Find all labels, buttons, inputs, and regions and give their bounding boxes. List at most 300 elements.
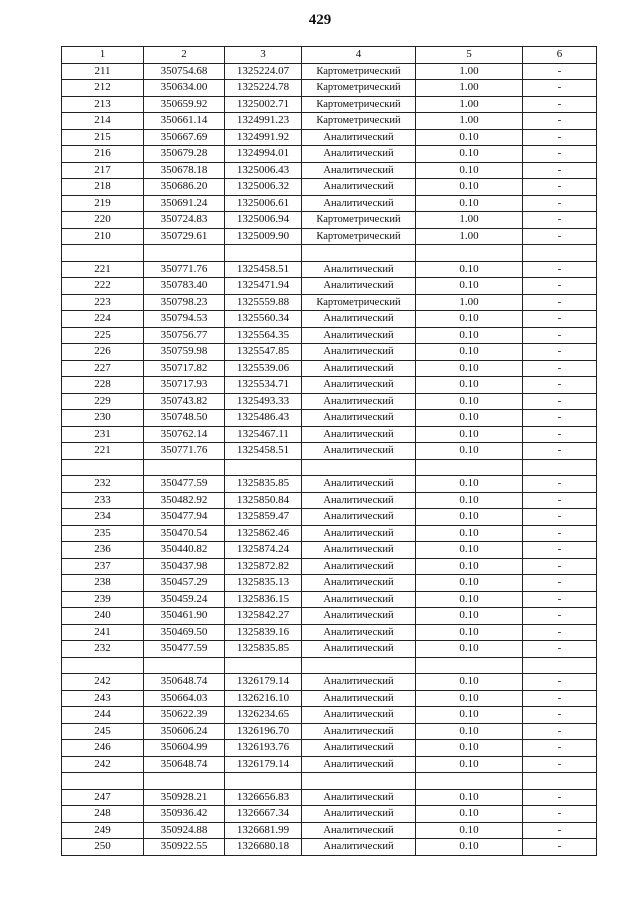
- table-row: [62, 113, 597, 130]
- x-coordinate-cell: 350661.14: [144, 113, 225, 130]
- method-cell: Аналитический: [302, 476, 416, 493]
- point-number-cell: 220: [62, 212, 144, 229]
- table-row: [62, 63, 597, 80]
- point-number-cell: 212: [62, 80, 144, 97]
- accuracy-cell: 0.10: [416, 129, 523, 146]
- x-coordinate-cell: 350762.14: [144, 426, 225, 443]
- point-number-cell: 242: [62, 674, 144, 691]
- x-coordinate-cell: 350604.99: [144, 740, 225, 757]
- y-coordinate-cell: 1325547.85: [225, 344, 302, 361]
- point-number-cell: 224: [62, 311, 144, 328]
- point-number-cell: 225: [62, 327, 144, 344]
- table-row: [62, 261, 597, 278]
- accuracy-cell: 0.10: [416, 327, 523, 344]
- table-row: [62, 756, 597, 773]
- x-coordinate-cell: 350724.83: [144, 212, 225, 229]
- table-row: [62, 690, 597, 707]
- accuracy-cell: 0.10: [416, 674, 523, 691]
- accuracy-cell: 1.00: [416, 80, 523, 97]
- y-coordinate-cell: 1326193.76: [225, 740, 302, 757]
- method-cell: Аналитический: [302, 756, 416, 773]
- method-cell: Аналитический: [302, 542, 416, 559]
- description-cell: -: [523, 476, 597, 493]
- y-coordinate-cell: 1325009.90: [225, 228, 302, 245]
- method-cell: Аналитический: [302, 839, 416, 856]
- x-coordinate-cell: 350469.50: [144, 624, 225, 641]
- description-cell: -: [523, 509, 597, 526]
- y-coordinate-cell: 1325839.16: [225, 624, 302, 641]
- x-coordinate-cell: 350754.68: [144, 63, 225, 80]
- x-coordinate-cell: 350667.69: [144, 129, 225, 146]
- method-cell: Аналитический: [302, 426, 416, 443]
- description-cell: -: [523, 756, 597, 773]
- header-cell-6: 6: [523, 47, 597, 64]
- method-cell: Аналитический: [302, 690, 416, 707]
- point-number-cell: 250: [62, 839, 144, 856]
- method-cell: Аналитический: [302, 327, 416, 344]
- description-cell: -: [523, 311, 597, 328]
- x-coordinate-cell: 350928.21: [144, 789, 225, 806]
- method-cell: Аналитический: [302, 723, 416, 740]
- table-row: [62, 476, 597, 493]
- y-coordinate-cell: 1325002.71: [225, 96, 302, 113]
- point-number-cell: 235: [62, 525, 144, 542]
- point-number-cell: 229: [62, 393, 144, 410]
- description-cell: -: [523, 162, 597, 179]
- method-cell: Картометрический: [302, 294, 416, 311]
- y-coordinate-cell: 1326234.65: [225, 707, 302, 724]
- x-coordinate-cell: 350457.29: [144, 575, 225, 592]
- x-coordinate-cell: 350729.61: [144, 228, 225, 245]
- method-cell: Аналитический: [302, 641, 416, 658]
- point-number-cell: 228: [62, 377, 144, 394]
- method-cell: [302, 459, 416, 476]
- point-number-cell: 214: [62, 113, 144, 130]
- table-row: [62, 822, 597, 839]
- description-cell: -: [523, 443, 597, 460]
- table-row: [62, 294, 597, 311]
- point-number-cell: 215: [62, 129, 144, 146]
- accuracy-cell: 1.00: [416, 294, 523, 311]
- y-coordinate-cell: 1325862.46: [225, 525, 302, 542]
- description-cell: -: [523, 426, 597, 443]
- point-number-cell: 249: [62, 822, 144, 839]
- method-cell: Аналитический: [302, 789, 416, 806]
- method-cell: Аналитический: [302, 377, 416, 394]
- y-coordinate-cell: 1325842.27: [225, 608, 302, 625]
- description-cell: -: [523, 327, 597, 344]
- method-cell: Картометрический: [302, 96, 416, 113]
- method-cell: Аналитический: [302, 806, 416, 823]
- table-row: [62, 162, 597, 179]
- point-number-cell: 227: [62, 360, 144, 377]
- y-coordinate-cell: [225, 245, 302, 262]
- point-number-cell: 210: [62, 228, 144, 245]
- point-number-cell: 236: [62, 542, 144, 559]
- x-coordinate-cell: 350748.50: [144, 410, 225, 427]
- accuracy-cell: 0.10: [416, 723, 523, 740]
- y-coordinate-cell: 1325872.82: [225, 558, 302, 575]
- table-row: [62, 624, 597, 641]
- x-coordinate-cell: 350477.59: [144, 476, 225, 493]
- accuracy-cell: 0.10: [416, 822, 523, 839]
- point-number-cell: 230: [62, 410, 144, 427]
- method-cell: Аналитический: [302, 410, 416, 427]
- table-row: [62, 146, 597, 163]
- method-cell: Аналитический: [302, 179, 416, 196]
- coordinates-table: [61, 46, 597, 856]
- table-row: [62, 608, 597, 625]
- point-number-cell: [62, 773, 144, 790]
- accuracy-cell: 0.10: [416, 690, 523, 707]
- y-coordinate-cell: 1325006.43: [225, 162, 302, 179]
- x-coordinate-cell: 350664.03: [144, 690, 225, 707]
- description-cell: -: [523, 806, 597, 823]
- point-number-cell: 233: [62, 492, 144, 509]
- x-coordinate-cell: 350648.74: [144, 674, 225, 691]
- table-row: [62, 80, 597, 97]
- point-number-cell: 246: [62, 740, 144, 757]
- y-coordinate-cell: 1325467.11: [225, 426, 302, 443]
- accuracy-cell: 0.10: [416, 608, 523, 625]
- x-coordinate-cell: 350470.54: [144, 525, 225, 542]
- method-cell: Аналитический: [302, 443, 416, 460]
- description-cell: -: [523, 575, 597, 592]
- description-cell: -: [523, 740, 597, 757]
- table-row: [62, 740, 597, 757]
- point-number-cell: 240: [62, 608, 144, 625]
- description-cell: -: [523, 261, 597, 278]
- description-cell: -: [523, 212, 597, 229]
- table-row: [62, 393, 597, 410]
- accuracy-cell: 0.10: [416, 492, 523, 509]
- x-coordinate-cell: 350922.55: [144, 839, 225, 856]
- accuracy-cell: 0.10: [416, 558, 523, 575]
- x-coordinate-cell: [144, 657, 225, 674]
- point-number-cell: 219: [62, 195, 144, 212]
- accuracy-cell: 1.00: [416, 113, 523, 130]
- description-cell: -: [523, 360, 597, 377]
- accuracy-cell: 0.10: [416, 146, 523, 163]
- y-coordinate-cell: 1325006.32: [225, 179, 302, 196]
- x-coordinate-cell: 350691.24: [144, 195, 225, 212]
- accuracy-cell: 0.10: [416, 278, 523, 295]
- method-cell: Аналитический: [302, 393, 416, 410]
- method-cell: Аналитический: [302, 575, 416, 592]
- description-cell: -: [523, 723, 597, 740]
- point-number-cell: 243: [62, 690, 144, 707]
- x-coordinate-cell: 350771.76: [144, 443, 225, 460]
- point-number-cell: 223: [62, 294, 144, 311]
- header-cell-4: 4: [302, 47, 416, 64]
- table-header: [62, 47, 597, 64]
- description-cell: [523, 245, 597, 262]
- x-coordinate-cell: 350771.76: [144, 261, 225, 278]
- point-number-cell: 213: [62, 96, 144, 113]
- table-separator-row: [62, 459, 597, 476]
- description-cell: -: [523, 624, 597, 641]
- description-cell: -: [523, 228, 597, 245]
- point-number-cell: 232: [62, 641, 144, 658]
- x-coordinate-cell: 350794.53: [144, 311, 225, 328]
- accuracy-cell: 0.10: [416, 195, 523, 212]
- method-cell: Аналитический: [302, 525, 416, 542]
- description-cell: [523, 657, 597, 674]
- description-cell: [523, 773, 597, 790]
- accuracy-cell: 0.10: [416, 641, 523, 658]
- page-number: 429: [308, 12, 332, 28]
- table-row: [62, 228, 597, 245]
- y-coordinate-cell: [225, 459, 302, 476]
- y-coordinate-cell: 1326681.99: [225, 822, 302, 839]
- accuracy-cell: 0.10: [416, 410, 523, 427]
- description-cell: -: [523, 707, 597, 724]
- y-coordinate-cell: 1325835.13: [225, 575, 302, 592]
- x-coordinate-cell: 350756.77: [144, 327, 225, 344]
- point-number-cell: 218: [62, 179, 144, 196]
- description-cell: -: [523, 377, 597, 394]
- table-row: [62, 327, 597, 344]
- method-cell: Аналитический: [302, 674, 416, 691]
- description-cell: -: [523, 608, 597, 625]
- method-cell: Аналитический: [302, 344, 416, 361]
- method-cell: Аналитический: [302, 624, 416, 641]
- point-number-cell: 242: [62, 756, 144, 773]
- method-cell: Аналитический: [302, 129, 416, 146]
- description-cell: -: [523, 822, 597, 839]
- method-cell: Аналитический: [302, 311, 416, 328]
- description-cell: -: [523, 839, 597, 856]
- description-cell: [523, 459, 597, 476]
- point-number-cell: 248: [62, 806, 144, 823]
- accuracy-cell: 0.10: [416, 509, 523, 526]
- table-row: [62, 443, 597, 460]
- point-number-cell: 245: [62, 723, 144, 740]
- y-coordinate-cell: 1325859.47: [225, 509, 302, 526]
- y-coordinate-cell: 1325874.24: [225, 542, 302, 559]
- description-cell: -: [523, 591, 597, 608]
- y-coordinate-cell: 1325224.07: [225, 63, 302, 80]
- point-number-cell: [62, 459, 144, 476]
- y-coordinate-cell: 1325458.51: [225, 261, 302, 278]
- y-coordinate-cell: 1325850.84: [225, 492, 302, 509]
- y-coordinate-cell: 1325836.15: [225, 591, 302, 608]
- accuracy-cell: 0.10: [416, 162, 523, 179]
- table-row: [62, 410, 597, 427]
- point-number-cell: 247: [62, 789, 144, 806]
- method-cell: Аналитический: [302, 509, 416, 526]
- accuracy-cell: 0.10: [416, 542, 523, 559]
- description-cell: -: [523, 558, 597, 575]
- point-number-cell: 238: [62, 575, 144, 592]
- description-cell: -: [523, 146, 597, 163]
- table-separator-row: [62, 773, 597, 790]
- x-coordinate-cell: [144, 459, 225, 476]
- method-cell: Аналитический: [302, 162, 416, 179]
- table-separator-row: [62, 657, 597, 674]
- table-separator-row: [62, 245, 597, 262]
- accuracy-cell: 1.00: [416, 96, 523, 113]
- table-row: [62, 311, 597, 328]
- table-row: [62, 839, 597, 856]
- x-coordinate-cell: 350459.24: [144, 591, 225, 608]
- table-row: [62, 723, 597, 740]
- point-number-cell: 237: [62, 558, 144, 575]
- x-coordinate-cell: 350659.92: [144, 96, 225, 113]
- accuracy-cell: 1.00: [416, 63, 523, 80]
- description-cell: -: [523, 393, 597, 410]
- table-row: [62, 212, 597, 229]
- x-coordinate-cell: 350717.82: [144, 360, 225, 377]
- method-cell: Аналитический: [302, 740, 416, 757]
- point-number-cell: 216: [62, 146, 144, 163]
- accuracy-cell: [416, 657, 523, 674]
- x-coordinate-cell: 350437.98: [144, 558, 225, 575]
- method-cell: Аналитический: [302, 261, 416, 278]
- table-row: [62, 344, 597, 361]
- table-row: [62, 641, 597, 658]
- point-number-cell: 234: [62, 509, 144, 526]
- description-cell: -: [523, 674, 597, 691]
- x-coordinate-cell: 350717.93: [144, 377, 225, 394]
- table-row: [62, 278, 597, 295]
- point-number-cell: 221: [62, 261, 144, 278]
- y-coordinate-cell: 1326667.34: [225, 806, 302, 823]
- y-coordinate-cell: 1325835.85: [225, 476, 302, 493]
- description-cell: -: [523, 542, 597, 559]
- y-coordinate-cell: 1325560.34: [225, 311, 302, 328]
- table-row: [62, 789, 597, 806]
- accuracy-cell: [416, 459, 523, 476]
- x-coordinate-cell: [144, 245, 225, 262]
- y-coordinate-cell: 1325458.51: [225, 443, 302, 460]
- table-row: [62, 96, 597, 113]
- table-row: [62, 806, 597, 823]
- y-coordinate-cell: 1326656.83: [225, 789, 302, 806]
- y-coordinate-cell: 1324991.23: [225, 113, 302, 130]
- method-cell: Аналитический: [302, 492, 416, 509]
- x-coordinate-cell: 350678.18: [144, 162, 225, 179]
- y-coordinate-cell: [225, 657, 302, 674]
- description-cell: -: [523, 789, 597, 806]
- description-cell: -: [523, 195, 597, 212]
- table-row: [62, 129, 597, 146]
- accuracy-cell: 0.10: [416, 525, 523, 542]
- accuracy-cell: 0.10: [416, 624, 523, 641]
- description-cell: -: [523, 525, 597, 542]
- accuracy-cell: 0.10: [416, 806, 523, 823]
- header-cell-1: 1: [62, 47, 144, 64]
- method-cell: Аналитический: [302, 146, 416, 163]
- y-coordinate-cell: 1324994.01: [225, 146, 302, 163]
- y-coordinate-cell: 1326196.70: [225, 723, 302, 740]
- method-cell: [302, 245, 416, 262]
- point-number-cell: 231: [62, 426, 144, 443]
- y-coordinate-cell: 1325486.43: [225, 410, 302, 427]
- accuracy-cell: 0.10: [416, 789, 523, 806]
- x-coordinate-cell: 350482.92: [144, 492, 225, 509]
- accuracy-cell: 0.10: [416, 393, 523, 410]
- accuracy-cell: 0.10: [416, 426, 523, 443]
- x-coordinate-cell: 350648.74: [144, 756, 225, 773]
- x-coordinate-cell: 350477.59: [144, 641, 225, 658]
- description-cell: -: [523, 492, 597, 509]
- x-coordinate-cell: [144, 773, 225, 790]
- description-cell: -: [523, 63, 597, 80]
- accuracy-cell: 0.10: [416, 443, 523, 460]
- table-row: [62, 195, 597, 212]
- point-number-cell: 232: [62, 476, 144, 493]
- accuracy-cell: 0.10: [416, 377, 523, 394]
- point-number-cell: 211: [62, 63, 144, 80]
- y-coordinate-cell: 1325835.85: [225, 641, 302, 658]
- x-coordinate-cell: 350924.88: [144, 822, 225, 839]
- header-cell-3: 3: [225, 47, 302, 64]
- point-number-cell: 226: [62, 344, 144, 361]
- table-row: [62, 525, 597, 542]
- y-coordinate-cell: 1325564.35: [225, 327, 302, 344]
- x-coordinate-cell: 350634.00: [144, 80, 225, 97]
- x-coordinate-cell: 350686.20: [144, 179, 225, 196]
- y-coordinate-cell: 1325224.78: [225, 80, 302, 97]
- point-number-cell: 239: [62, 591, 144, 608]
- x-coordinate-cell: 350759.98: [144, 344, 225, 361]
- accuracy-cell: 0.10: [416, 179, 523, 196]
- y-coordinate-cell: 1325006.94: [225, 212, 302, 229]
- description-cell: -: [523, 294, 597, 311]
- accuracy-cell: 0.10: [416, 311, 523, 328]
- table-body: [62, 63, 597, 855]
- accuracy-cell: [416, 773, 523, 790]
- y-coordinate-cell: 1326179.14: [225, 756, 302, 773]
- x-coordinate-cell: 350622.39: [144, 707, 225, 724]
- accuracy-cell: 0.10: [416, 360, 523, 377]
- y-coordinate-cell: 1325559.88: [225, 294, 302, 311]
- x-coordinate-cell: 350798.23: [144, 294, 225, 311]
- x-coordinate-cell: 350679.28: [144, 146, 225, 163]
- y-coordinate-cell: 1325534.71: [225, 377, 302, 394]
- accuracy-cell: 0.10: [416, 839, 523, 856]
- table-row: [62, 575, 597, 592]
- header-row: [62, 47, 597, 64]
- x-coordinate-cell: 350477.94: [144, 509, 225, 526]
- point-number-cell: [62, 657, 144, 674]
- method-cell: Аналитический: [302, 822, 416, 839]
- point-number-cell: 221: [62, 443, 144, 460]
- method-cell: Картометрический: [302, 63, 416, 80]
- method-cell: Картометрический: [302, 212, 416, 229]
- y-coordinate-cell: 1325006.61: [225, 195, 302, 212]
- x-coordinate-cell: 350606.24: [144, 723, 225, 740]
- x-coordinate-cell: 350461.90: [144, 608, 225, 625]
- point-number-cell: 217: [62, 162, 144, 179]
- method-cell: Аналитический: [302, 591, 416, 608]
- description-cell: -: [523, 179, 597, 196]
- table-row: [62, 707, 597, 724]
- y-coordinate-cell: 1326179.14: [225, 674, 302, 691]
- table-row: [62, 674, 597, 691]
- accuracy-cell: 0.10: [416, 261, 523, 278]
- table-row: [62, 179, 597, 196]
- table-row: [62, 558, 597, 575]
- method-cell: Картометрический: [302, 228, 416, 245]
- accuracy-cell: 0.10: [416, 476, 523, 493]
- description-cell: -: [523, 278, 597, 295]
- method-cell: [302, 657, 416, 674]
- method-cell: Аналитический: [302, 195, 416, 212]
- y-coordinate-cell: 1325493.33: [225, 393, 302, 410]
- accuracy-cell: 0.10: [416, 344, 523, 361]
